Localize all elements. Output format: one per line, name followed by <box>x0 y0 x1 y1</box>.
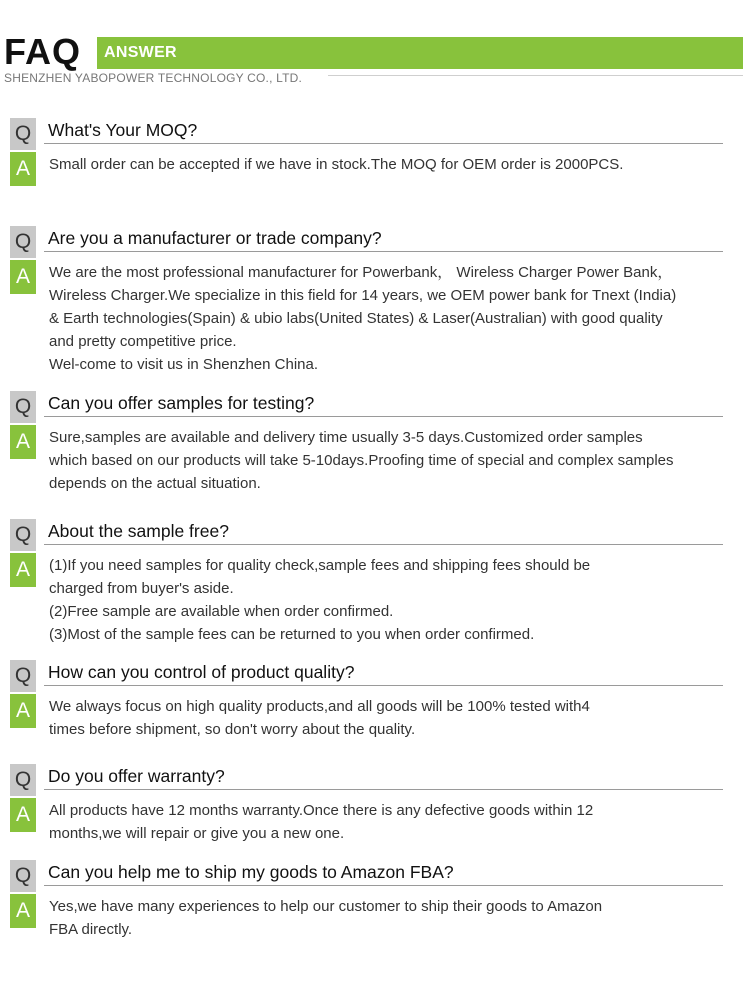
answer-line: months,we will repair or give you a new one. <box>49 825 345 842</box>
question-divider <box>44 789 723 790</box>
answer-line: and pretty competitive price. <box>49 333 237 350</box>
question-text: Can you help me to ship my goods to Amazon FBA? <box>48 862 454 882</box>
question-badge: Q <box>10 860 36 892</box>
question-text: Do you offer warranty? <box>48 766 225 786</box>
answer-banner-label: ANSWER <box>104 44 177 61</box>
answer-line: Sure,samples are available and delivery time usually 3-5 days.Customized order samples <box>49 429 643 446</box>
answer-text <box>49 426 729 495</box>
answer-badge: A <box>10 798 36 832</box>
question-text: Are you a manufacturer or trade company? <box>48 228 382 248</box>
question-divider <box>44 685 723 686</box>
answer-text <box>49 554 729 646</box>
answer-line: Wireless Charger.We specialize in this field for 14 years, we OEM power bank for Tnext (India) <box>49 287 677 304</box>
answer-line: We always focus on high quality products,and all goods will be 100% tested with4 <box>49 698 590 715</box>
question-badge: Q <box>10 764 36 796</box>
question-badge: Q <box>10 660 36 692</box>
answer-badge: A <box>10 694 36 728</box>
answer-badge: A <box>10 425 36 459</box>
answer-badge: A <box>10 260 36 294</box>
question-text: What's Your MOQ? <box>48 120 198 140</box>
question-badge: Q <box>10 118 36 150</box>
answer-line: & Earth technologies(Spain) & ubio labs(United States) & Laser(Australian) with good quality <box>49 310 663 327</box>
answer-line: Yes,we have many experiences to help our customer to ship their goods to Amazon <box>49 898 603 915</box>
question-badge: Q <box>10 391 36 423</box>
question-divider <box>44 251 723 252</box>
question-badge: Q <box>10 226 36 258</box>
answer-line: Wel-come to visit us in Shenzhen China. <box>49 356 319 373</box>
answer-line: FBA directly. <box>49 921 133 938</box>
question-text: How can you control of product quality? <box>48 662 355 682</box>
question-text: Can you offer samples for testing? <box>48 393 315 413</box>
answer-text <box>49 799 729 845</box>
answer-banner <box>97 37 743 69</box>
answer-badge: A <box>10 152 36 186</box>
answer-line: depends on the actual situation. <box>49 475 261 492</box>
question-divider <box>44 885 723 886</box>
question-text: About the sample free? <box>48 521 229 541</box>
answer-text <box>49 895 729 941</box>
page-title: FAQ <box>4 31 82 72</box>
question-divider <box>44 143 723 144</box>
header-divider <box>328 75 743 76</box>
answer-line: (3)Most of the sample fees can be returned to you when order confirmed. <box>49 626 535 643</box>
question-badge: Q <box>10 519 36 551</box>
answer-line: All products have 12 months warranty.Once there is any defective goods within 12 <box>49 802 594 819</box>
question-divider <box>44 416 723 417</box>
answer-text <box>49 695 729 741</box>
answer-badge: A <box>10 553 36 587</box>
answer-text <box>49 261 729 376</box>
answer-line: (2)Free sample are available when order confirmed. <box>49 603 394 620</box>
answer-badge: A <box>10 894 36 928</box>
answer-line: which based on our products will take 5-10days.Proofing time of special and complex samples <box>49 452 674 469</box>
answer-line: charged from buyer's aside. <box>49 580 234 597</box>
answer-line: times before shipment, so don't worry about the quality. <box>49 721 416 738</box>
answer-line: We are the most professional manufacturer for Powerbank， Wireless Charger Power Bank， <box>49 264 673 281</box>
answer-line: Small order can be accepted if we have in stock.The MOQ for OEM order is 2000PCS. <box>49 156 624 173</box>
question-divider <box>44 544 723 545</box>
answer-text <box>49 153 729 176</box>
company-name: SHENZHEN YABOPOWER TECHNOLOGY CO., LTD. <box>4 71 303 85</box>
answer-line: (1)If you need samples for quality check,sample fees and shipping fees should be <box>49 557 591 574</box>
